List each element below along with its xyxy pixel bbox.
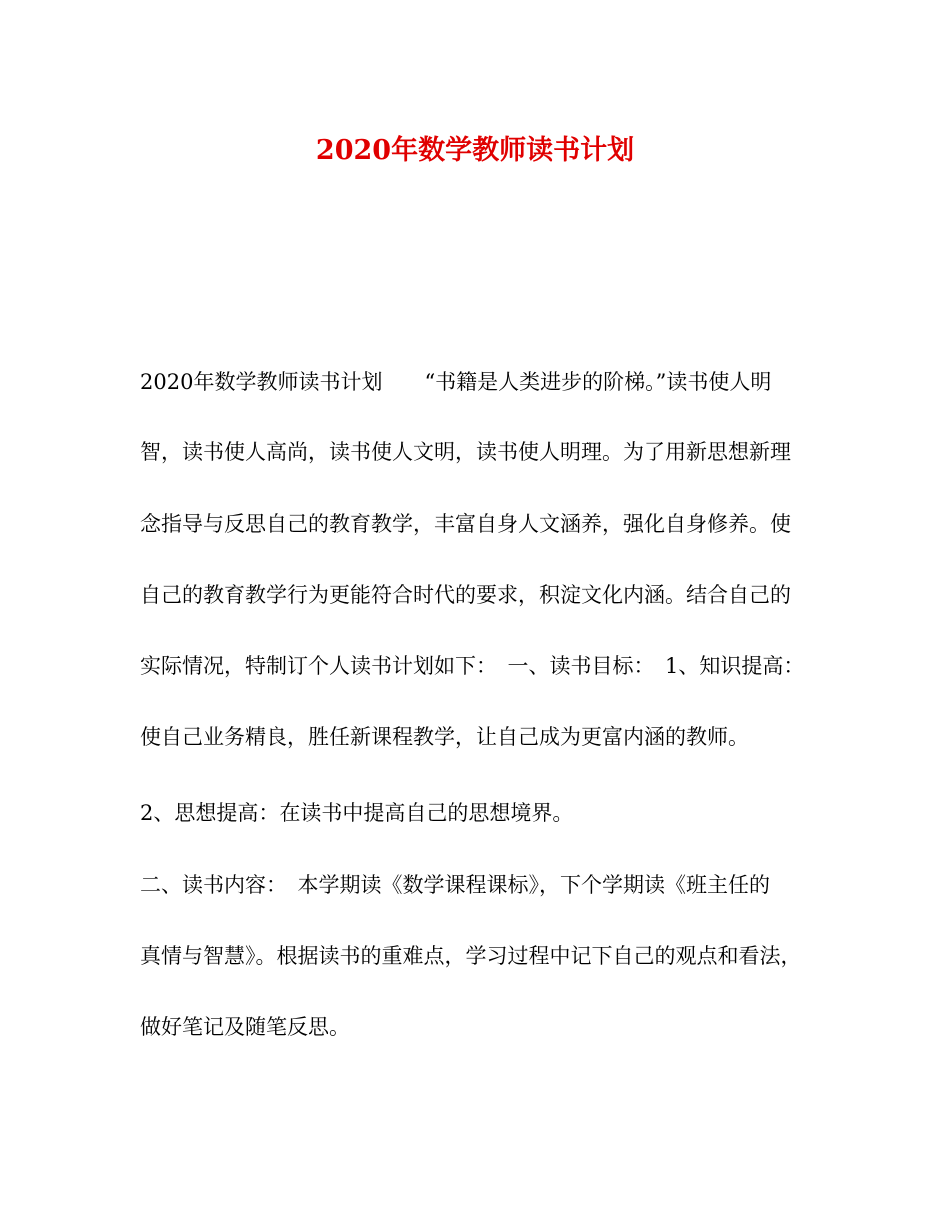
- body-line: 使自己业务精良，胜任新课程教学，让自己成为更富内涵的教师。: [140, 725, 749, 749]
- body-line: 2、思想提高：在读书中提高自己的思想境界。: [140, 801, 574, 825]
- body-line: 智，读书使人高尚，读书使人文明，读书使人明理。为了用新思想新理: [140, 440, 791, 464]
- body-line: 做好笔记及随笔反思。: [140, 1015, 350, 1039]
- body-line: 二、读书内容： 本学期读《数学课程课标》，下个学期读《班主任的: [140, 873, 770, 897]
- body-line: 念指导与反思自己的教育教学，丰富自身人文涵养，强化自身修养。使: [140, 512, 791, 536]
- document-title: 2020年数学教师读书计划: [315, 135, 635, 166]
- body-line: 自己的教育教学行为更能符合时代的要求，积淀文化内涵。结合自己的: [140, 583, 791, 607]
- body-line: 真情与智慧》。根据读书的重难点，学习过程中记下自己的观点和看法，: [140, 944, 802, 968]
- body-line: 实际情况，特制订个人读书计划如下： 一、读书目标： 1、知识提高：: [140, 654, 805, 678]
- body-line: 2020年数学教师读书计划 “书籍是人类进步的阶梯。”读书使人明: [140, 370, 772, 394]
